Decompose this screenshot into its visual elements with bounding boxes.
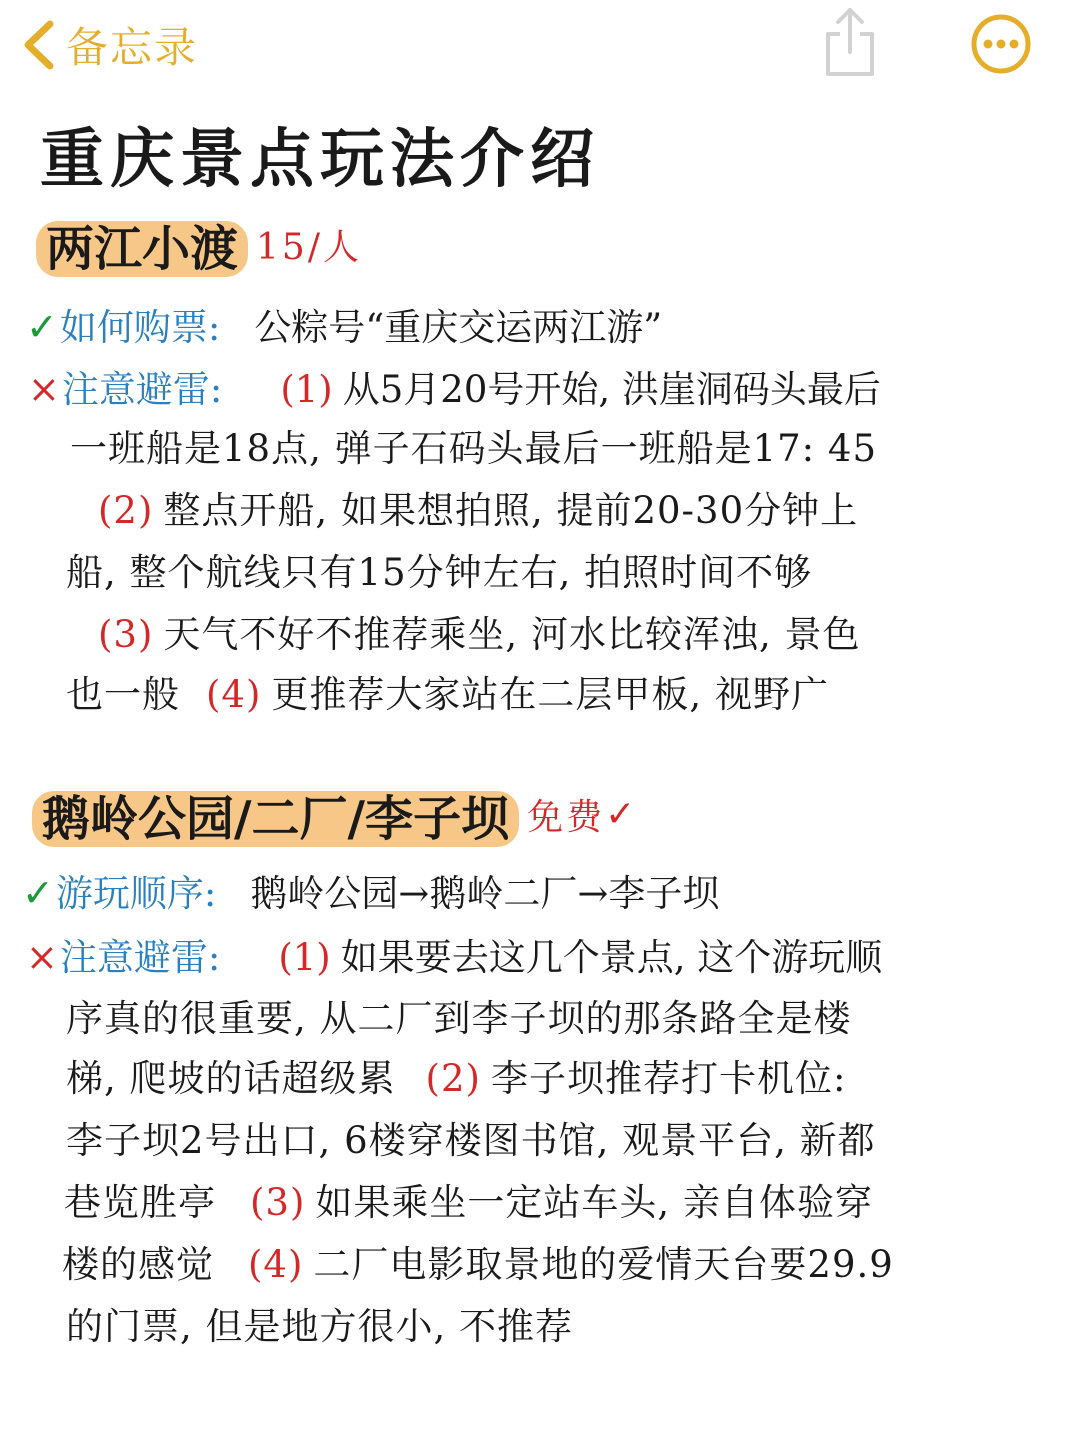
item-number: (3) [98, 613, 154, 656]
ticket-row [26, 296, 662, 359]
item-number: (1) [280, 368, 333, 411]
note-line: 的门票, 但是地方很小, 不推荐 [66, 1305, 574, 1348]
note-line: 船, 整个航线只有15分钟左右, 拍照时间不够 [66, 551, 813, 594]
chevron-left-icon [20, 18, 56, 72]
more-button[interactable] [970, 13, 1032, 75]
note-text: 梯, 爬坡的话超级累 [66, 1057, 396, 1100]
note-line: 一班船是18点, 弹子石码头最后一班船是17: 45 [70, 427, 877, 470]
warning-label: 注意避雷: [59, 936, 221, 979]
note-text: 也一般 [66, 673, 180, 716]
check-icon: ✓ [605, 794, 636, 835]
note-text: 从5月20号开始, 洪崖洞码头最后 [342, 368, 881, 411]
order-value: 鹅岭公园→鹅岭二厂→李子坝 [250, 872, 720, 915]
note-text: 楼的感觉 [62, 1243, 214, 1286]
note-text: 如果乘坐一定站车头, 亲自体验穿 [315, 1181, 873, 1224]
note-text: 整点开船, 如果想拍照, 提前20-30分钟上 [163, 489, 859, 532]
more-icon [970, 13, 1032, 75]
note-line [66, 1048, 846, 1110]
note-line [64, 1172, 873, 1234]
section-heading [36, 208, 362, 281]
note-line: 李子坝2号出口, 6楼穿楼图书馆, 观景平台, 新都 [66, 1119, 876, 1162]
section-name: 鹅岭公园/二厂/李子坝 [32, 778, 519, 851]
check-icon: ✓ [22, 871, 54, 915]
price-tag: 15/人 [256, 227, 362, 268]
note-text: 更推荐大家站在二层甲板, 视野广 [271, 673, 829, 716]
warning-row [26, 926, 882, 989]
note-text: 二厂电影取景地的爱情天台要29.9 [313, 1243, 894, 1286]
order-label: 游玩顺序: [55, 872, 217, 915]
cross-icon: × [26, 935, 58, 979]
item-number: (4) [206, 673, 262, 716]
cross-icon: × [28, 367, 60, 411]
back-label: 备忘录 [66, 23, 199, 72]
ticket-label: 如何购票: [59, 306, 221, 349]
note-line [98, 604, 860, 666]
ticket-value: 公粽号“重庆交运两江游” [254, 306, 663, 349]
item-number: (3) [250, 1181, 306, 1224]
note-line [66, 664, 829, 726]
check-icon: ✓ [26, 305, 58, 349]
share-button[interactable] [820, 6, 880, 78]
note-line [62, 1234, 894, 1296]
share-icon [820, 6, 880, 78]
warning-label: 注意避雷: [61, 368, 223, 411]
warning-row [28, 358, 881, 421]
item-number: (1) [278, 936, 331, 979]
note-text: 李子坝推荐打卡机位: [490, 1057, 847, 1100]
item-number: (2) [98, 489, 154, 532]
note-text: 如果要去这几个景点, 这个游玩顺 [340, 936, 883, 979]
note-line: 序真的很重要, 从二厂到李子坝的那条路全是楼 [66, 997, 852, 1040]
note-text: 天气不好不推荐乘坐, 河水比较浑浊, 景色 [163, 613, 861, 656]
price-tag: 免费 [527, 797, 606, 838]
section-name: 两江小渡 [36, 208, 248, 281]
back-button[interactable] [20, 14, 198, 76]
note-line [98, 480, 858, 542]
note-title: 重庆景点玩法介绍 [40, 122, 600, 197]
item-number: (2) [425, 1057, 481, 1100]
navigation-bar [0, 0, 1080, 95]
note-text: 巷览胜亭 [64, 1181, 216, 1224]
item-number: (4) [248, 1243, 304, 1286]
section-heading [32, 778, 635, 851]
order-row [22, 862, 719, 925]
